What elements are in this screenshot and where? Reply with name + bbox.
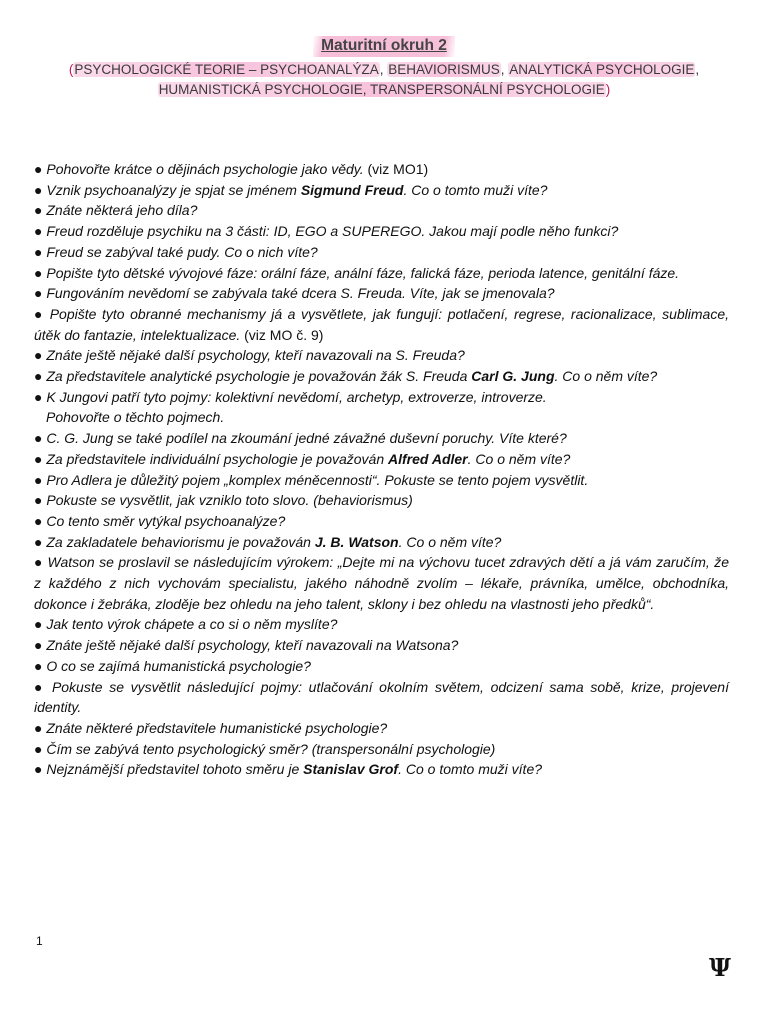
person-name: Carl G. Jung: [471, 368, 555, 385]
bullet-icon: ●: [34, 719, 43, 736]
topic-analytical-psychology: ANALYTICKÁ PSYCHOLOGIE: [509, 62, 695, 77]
bullet-icon: ●: [34, 285, 43, 302]
bullet-icon: ●: [34, 533, 43, 550]
question-item: ● Pohovořte krátce o dějinách psychologie jako vědy. (viz MO1): [34, 161, 429, 177]
topic-behaviorism: BEHAVIORISMUS: [388, 62, 500, 77]
person-name: Alfred Adler: [388, 450, 468, 467]
bullet-icon: ●: [34, 761, 43, 778]
topic-psychoanalysis: PSYCHOLOGICKÉ TEORIE – PSYCHOANALÝZA: [74, 62, 379, 77]
topic-separator: ,: [695, 62, 700, 77]
open-paren: (: [68, 62, 74, 77]
question-item: ● Watson se proslavil se následujícím výrokem: „Dejte mi na výchovu tucet zdravých dětí a já vám zaručím, že z každého z nich vychovám specialistu, jakého náhodně zvolím – lékaře, právníka, umělce, obchodníka, dokonce i žebráka, zloděje bez ohledu na jeho talent, sklony i bez ohledu na vlastnosti jeho předků“.: [34, 554, 730, 612]
bullet-icon: ●: [34, 161, 43, 177]
question-item: ● Pro Adlera je důležitý pojem „komplex méněcennosti“. Pokuste se tento pojem vysvětlit.: [34, 471, 589, 488]
question-item: ● Popište tyto dětské vývojové fáze: orální fáze, anální fáze, falická fáze, perioda latence, genitální fáze.: [34, 264, 680, 281]
question-item: ● Fungováním nevědomí se zabývala také dcera S. Freuda. Víte, jak se jmenovala?: [34, 285, 555, 302]
question-list: [34, 159, 729, 780]
title-container: [0, 36, 768, 57]
bullet-icon: ●: [34, 223, 43, 240]
bullet-icon: ●: [34, 305, 45, 322]
bullet-icon: ●: [34, 243, 43, 260]
question-item: ● Za zakladatele behaviorismu je považován J. B. Watson. Co o něm víte?: [34, 533, 502, 550]
psi-icon: Ψ: [709, 953, 731, 982]
close-paren: ): [605, 82, 611, 97]
question-item: ● Freud rozděluje psychiku na 3 části: ID, EGO a SUPEREGO. Jakou mají podle něho funkci?: [34, 223, 619, 240]
question-item: ● Pokuste se vysvětlit, jak vzniklo toto slovo. (behaviorismus): [34, 492, 413, 509]
bullet-icon: ●: [34, 492, 43, 509]
person-name: J. B. Watson: [314, 533, 399, 550]
question-item: ● Pokuste se vysvětlit následující pojmy: utlačování okolním světem, odcizení sama sobě, krize, projevení identity.: [34, 678, 729, 716]
topic-separator: ,: [379, 62, 388, 77]
question-item: ● Za představitele individuální psychologie je považován Alfred Adler. Co o něm víte?: [34, 450, 571, 467]
question-item: ● C. G. Jung se také podílel na zkoumání jedné závažné duševní poruchy. Víte které?: [34, 430, 567, 447]
question-item: ● Znáte některá jeho díla?: [34, 202, 198, 219]
question-item: ● K Jungovi patří tyto pojmy: kolektivní nevědomí, archetyp, extroverze, introverze.: [34, 388, 547, 405]
topic-separator: ,: [500, 62, 509, 77]
question-item: ● Znáte ještě nějaké další psychology, kteří navazovali na S. Freuda?: [34, 347, 465, 364]
bullet-icon: ●: [34, 368, 43, 385]
bullet-icon: ●: [34, 450, 43, 467]
bullet-icon: ●: [34, 678, 46, 695]
question-item: ● Za představitele analytické psychologie je považován žák S. Freuda Carl G. Jung. Co o něm víte?: [34, 368, 658, 385]
bullet-icon: ●: [34, 554, 44, 571]
bullet-icon: ●: [34, 740, 43, 757]
bullet-icon: ●: [34, 471, 43, 488]
bullet-icon: ●: [34, 264, 43, 281]
topic-humanistic-transpersonal: HUMANISTICKÁ PSYCHOLOGIE, TRANSPERSONÁLNÍ PSYCHOLOGIE: [158, 82, 605, 97]
question-item: ● Jak tento výrok chápete a co si o něm myslíte?: [34, 616, 338, 633]
bullet-icon: ●: [34, 637, 43, 654]
question-item: ● Vznik psychoanalýzy je spjat se jménem Sigmund Freud. Co o tomto muži víte?: [34, 181, 548, 198]
question-item: ● Znáte ještě nějaké další psychology, kteří navazovali na Watsona?: [34, 637, 459, 654]
question-item: ● Nejznámější představitel tohoto směru je Stanislav Grof. Co o tomto muži víte?: [34, 761, 543, 778]
question-item: ● O co se zajímá humanistická psychologie?: [34, 657, 311, 674]
page-title: Maturitní okruh 2: [313, 36, 455, 57]
person-name: Stanislav Grof: [303, 761, 399, 778]
question-item: ● Co tento směr vytýkal psychoanalýze?: [34, 512, 286, 529]
bullet-icon: ●: [34, 347, 43, 364]
bullet-icon: ●: [34, 512, 43, 529]
bullet-icon: ●: [34, 657, 43, 674]
question-item: ● Popište tyto obranné mechanismy já a vysvětlete, jak fungují: potlačení, regrese, racionalizace, sublimace, útěk do fantazie, intelektualizace. (viz MO č. 9): [34, 305, 729, 343]
topics-subtitle: [34, 60, 734, 100]
person-name: Sigmund Freud: [300, 181, 404, 198]
bullet-icon: ●: [34, 430, 43, 447]
bullet-icon: ●: [34, 202, 43, 219]
bullet-icon: ●: [34, 388, 43, 405]
question-item: ● Znáte některé představitele humanistické psychologie?: [34, 719, 388, 736]
question-item: ● Freud se zabýval také pudy. Co o nich víte?: [34, 243, 318, 260]
page-number: 1: [36, 934, 43, 948]
question-continuation: Pohovořte o těchto pojmech.: [46, 409, 225, 426]
bullet-icon: ●: [34, 616, 43, 633]
question-item: ● Čím se zabývá tento psychologický směr? (transpersonální psychologie): [34, 740, 496, 757]
bullet-icon: ●: [34, 181, 43, 198]
